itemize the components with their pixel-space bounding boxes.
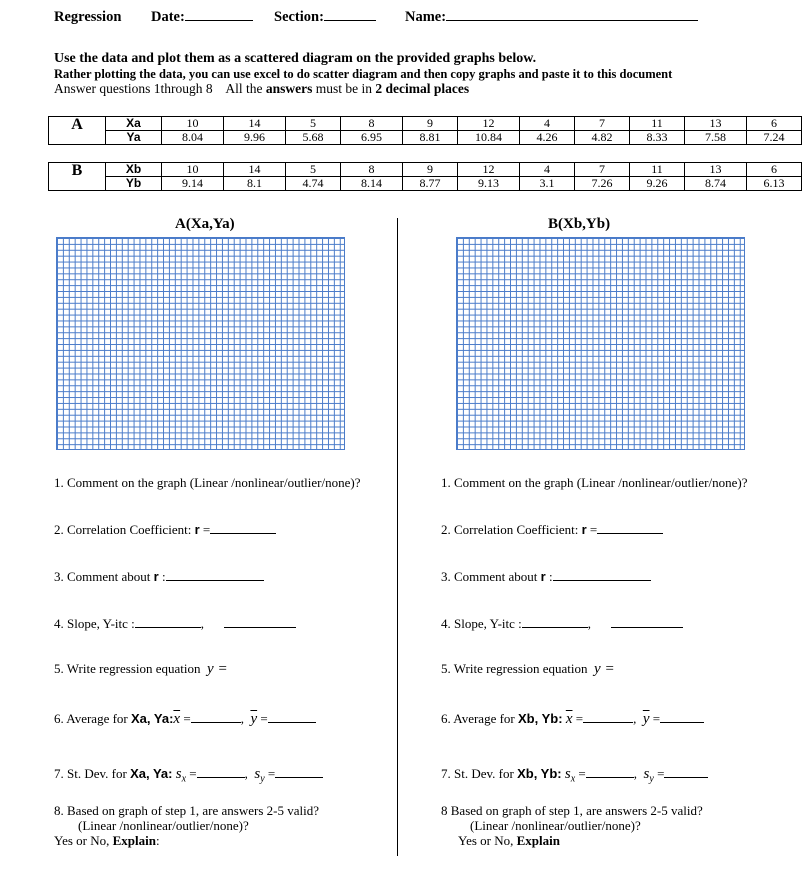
table-a-y-cell: 4.82 <box>575 131 630 145</box>
left-q8-line1: 8. Based on graph of step 1, are answers 2-5 valid? <box>54 803 319 818</box>
table-b-x-cell: 11 <box>630 163 685 177</box>
right-q7-eq-x: = <box>575 766 586 781</box>
name-blank[interactable] <box>446 20 698 21</box>
right-q7-vars: Xb, Yb: <box>517 766 562 781</box>
right-q8-yes-no: Yes or No, <box>458 833 517 848</box>
left-q6-eq-y: = <box>257 711 268 726</box>
left-q6-vars: Xa, Ya: <box>131 711 174 726</box>
right-q4-text: 4. Slope, Y-itc : <box>441 616 522 631</box>
table-b-x-cell: 4 <box>520 163 575 177</box>
right-q3-r-symbol: r <box>540 569 546 584</box>
table-b-y-cell: 4.74 <box>286 177 341 191</box>
table-a-y-cell: 7.24 <box>747 131 802 145</box>
left-q3-blank[interactable] <box>166 580 264 581</box>
table-a-x-label: Xa <box>106 117 162 131</box>
table-b-x-cell: 10 <box>162 163 224 177</box>
instruction-answers-bold: answers <box>265 81 313 96</box>
table-b-x-cell: 12 <box>458 163 520 177</box>
section-blank[interactable] <box>324 20 376 21</box>
left-q4-intercept-blank[interactable] <box>224 627 296 628</box>
table-b-x-cell: 14 <box>224 163 286 177</box>
right-q2 <box>441 522 663 538</box>
right-q7-sy-blank[interactable] <box>664 777 708 778</box>
left-q7-comma: , <box>244 766 248 781</box>
right-q8-line1: 8 Based on graph of step 1, are answers 2-5 valid? <box>441 803 703 818</box>
right-q8-explain: Explain <box>516 833 560 848</box>
table-b-y-cell: 8.74 <box>685 177 747 191</box>
left-q5 <box>54 661 228 678</box>
left-q2-text: 2. Correlation Coefficient: <box>54 522 195 537</box>
left-q8-colon: : <box>156 833 160 848</box>
left-q8-line3 <box>54 833 160 849</box>
table-b-set-label: B <box>49 163 106 191</box>
table-a-y-cell: 4.26 <box>520 131 575 145</box>
instruction-line-3 <box>54 81 469 97</box>
column-divider <box>397 218 398 856</box>
table-a-x-cell: 13 <box>685 117 747 131</box>
instruction-line-2: Rather plotting the data, you can use excel to do scatter diagram and then copy graphs and paste it to this document <box>54 67 673 81</box>
table-b-x-cell: 9 <box>403 163 458 177</box>
left-q7 <box>54 766 323 785</box>
left-q7-sy: s <box>254 766 261 782</box>
left-q5-y-eq: y = <box>207 661 228 677</box>
date-field[interactable] <box>151 9 253 26</box>
right-q6-xbar: $\overline{x}$ <box>565 711 573 727</box>
name-field[interactable] <box>405 9 698 26</box>
left-q6-text: 6. Average for <box>54 711 132 726</box>
left-q2-r-symbol: r <box>194 522 200 537</box>
left-q7-sx: s <box>175 766 182 782</box>
instruction-decimals-bold: 2 decimal places <box>375 81 470 96</box>
right-q6-text: 6. Average for <box>441 711 519 726</box>
date-blank[interactable] <box>185 20 253 21</box>
right-q6-comma: , <box>633 711 637 726</box>
instruction-answer-range: Answer questions 1through 8 <box>54 81 213 96</box>
left-q7-sy-blank[interactable] <box>275 777 323 778</box>
section-field[interactable] <box>274 9 376 26</box>
left-q8-line2: (Linear /nonlinear/outlier/none)? <box>78 818 249 833</box>
table-a-y-cell: 7.58 <box>685 131 747 145</box>
right-q2-r-symbol: r <box>581 522 587 537</box>
right-q7-eq-y: = <box>653 766 665 781</box>
table-b-y-cell: 8.77 <box>403 177 458 191</box>
right-q7-sx: s <box>564 766 571 782</box>
graph-a-title: A(Xa,Ya) <box>175 216 235 232</box>
right-q7-text: 7. St. Dev. for <box>441 766 518 781</box>
left-q7-sx-sub: x <box>181 773 187 785</box>
table-a-x-cell: 11 <box>630 117 685 131</box>
left-q7-vars: Xa, Ya: <box>130 766 173 781</box>
table-b-x-cell: 5 <box>286 163 341 177</box>
table-a-x-cell: 10 <box>162 117 224 131</box>
table-a-y-label: Ya <box>106 131 162 145</box>
table-a-y-cell: 10.84 <box>458 131 520 145</box>
left-q2 <box>54 522 276 538</box>
table-b-y-cell: 3.1 <box>520 177 575 191</box>
left-q4-slope-blank[interactable] <box>135 627 201 628</box>
right-q3 <box>441 569 651 585</box>
graph-b-title: B(Xb,Yb) <box>548 216 611 232</box>
right-q7 <box>441 766 708 785</box>
name-label: Name: <box>405 9 447 25</box>
table-b-x-label: Xb <box>106 163 162 177</box>
right-q6-vars: Xb, Yb: <box>518 711 563 726</box>
left-q2-eq: = <box>199 522 211 537</box>
right-q6-ybar-blank[interactable] <box>660 722 704 723</box>
right-q8-line2: (Linear /nonlinear/outlier/none)? <box>470 818 641 833</box>
left-q3-text: 3. Comment about <box>54 569 154 584</box>
instruction-line-1: Use the data and plot them as a scattered diagram on the provided graphs below. <box>54 51 537 66</box>
left-q3-r-symbol: r <box>153 569 159 584</box>
table-b-y-cell: 9.26 <box>630 177 685 191</box>
worksheet-title: Regression <box>54 9 122 25</box>
right-q7-comma: , <box>633 766 638 781</box>
graph-a-grid[interactable] <box>56 237 345 450</box>
right-q5-text: 5. Write regression equation <box>441 661 591 676</box>
left-q7-text: 7. St. Dev. for <box>54 766 131 781</box>
left-q7-sx-blank[interactable] <box>197 777 245 778</box>
table-b-x-cell: 8 <box>341 163 403 177</box>
right-q6-eq-x: = <box>572 711 584 726</box>
left-q4-comma: , <box>200 616 205 631</box>
table-b-y-cell: 9.14 <box>162 177 224 191</box>
right-q4-slope-blank[interactable] <box>522 627 588 628</box>
table-a-x-cell: 6 <box>747 117 802 131</box>
right-q6-eq-y: = <box>649 711 661 726</box>
graph-b-grid[interactable] <box>456 237 745 450</box>
table-b-y-cell: 8.14 <box>341 177 403 191</box>
section-label: Section: <box>274 9 324 25</box>
right-q4 <box>441 616 683 632</box>
right-q2-blank[interactable] <box>597 533 663 534</box>
right-q7-sx-sub: x <box>570 773 576 785</box>
right-q3-text: 3. Comment about <box>441 569 541 584</box>
left-q5-text: 5. Write regression equation <box>54 661 204 676</box>
left-q4 <box>54 616 296 632</box>
left-q3-colon: : <box>158 569 166 584</box>
table-a-y-cell: 5.68 <box>286 131 341 145</box>
left-q2-blank[interactable] <box>210 533 276 534</box>
right-q7-sy-sub: y <box>649 773 654 785</box>
left-q8-yes-no: Yes or No, <box>54 833 113 848</box>
left-q6-ybar: $\overline{y}$ <box>250 711 258 727</box>
table-a-x-cell: 12 <box>458 117 520 131</box>
left-q8-explain: Explain <box>112 833 156 848</box>
table-a-x-cell: 14 <box>224 117 286 131</box>
table-a-y-cell: 6.95 <box>341 131 403 145</box>
right-q3-blank[interactable] <box>553 580 651 581</box>
table-a-x-cell: 7 <box>575 117 630 131</box>
table-b-y-cell: 6.13 <box>747 177 802 191</box>
left-q6-ybar-blank[interactable] <box>268 722 316 723</box>
table-b-x-cell: 7 <box>575 163 630 177</box>
right-q6 <box>441 711 704 728</box>
data-table-b <box>48 162 802 191</box>
table-a-y-cell: 8.04 <box>162 131 224 145</box>
right-q6-ybar: $\overline{y}$ <box>642 711 650 727</box>
table-b-x-cell: 13 <box>685 163 747 177</box>
left-q6-comma: , <box>240 711 244 726</box>
data-table-a <box>48 116 802 145</box>
table-a-set-label: A <box>49 117 106 145</box>
right-q4-intercept-blank[interactable] <box>611 627 683 628</box>
table-a-y-cell: 9.96 <box>224 131 286 145</box>
right-q5 <box>441 661 615 678</box>
left-q6-eq-x: = <box>180 711 191 726</box>
right-q2-eq: = <box>586 522 598 537</box>
right-q7-sy: s <box>643 766 650 782</box>
left-q1: 1. Comment on the graph (Linear /nonlinear/outlier/none)? <box>54 475 361 490</box>
right-q5-y-eq: y = <box>594 661 615 677</box>
right-q8-line3 <box>458 833 560 849</box>
table-a-y-cell: 8.81 <box>403 131 458 145</box>
right-q4-comma: , <box>587 616 592 631</box>
left-q7-eq-y: = <box>264 766 276 781</box>
left-q3 <box>54 569 264 585</box>
instruction-must-be: must be in <box>312 81 376 96</box>
left-q7-sy-sub: y <box>260 773 265 785</box>
table-b-y-label: Yb <box>106 177 162 191</box>
table-a-x-cell: 9 <box>403 117 458 131</box>
table-b-y-cell: 8.1 <box>224 177 286 191</box>
table-b-y-cell: 9.13 <box>458 177 520 191</box>
table-a-x-cell: 4 <box>520 117 575 131</box>
right-q2-text: 2. Correlation Coefficient: <box>441 522 582 537</box>
table-a-y-cell: 8.33 <box>630 131 685 145</box>
table-a-x-cell: 5 <box>286 117 341 131</box>
left-q6 <box>54 711 316 728</box>
table-b-y-cell: 7.26 <box>575 177 630 191</box>
left-q4-text: 4. Slope, Y-itc : <box>54 616 135 631</box>
table-a-x-cell: 8 <box>341 117 403 131</box>
left-q6-xbar-blank[interactable] <box>191 722 241 723</box>
right-q6-xbar-blank[interactable] <box>583 722 633 723</box>
instruction-all: All the <box>225 81 266 96</box>
right-q3-colon: : <box>545 569 553 584</box>
left-q7-eq-x: = <box>186 766 197 781</box>
right-q7-sx-blank[interactable] <box>586 777 634 778</box>
left-q6-xbar: $\overline{x}$ <box>173 711 181 727</box>
right-q1: 1. Comment on the graph (Linear /nonlinear/outlier/none)? <box>441 475 748 490</box>
table-b-x-cell: 6 <box>747 163 802 177</box>
date-label: Date: <box>151 9 185 25</box>
